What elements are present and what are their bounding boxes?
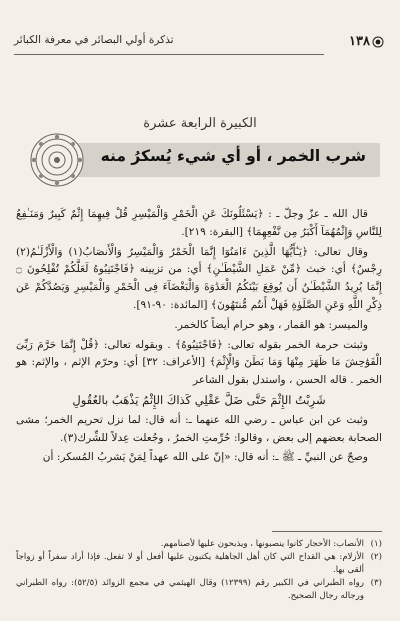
header-rule — [14, 54, 324, 55]
rosette-icon — [372, 36, 384, 48]
medallion-ornament-icon — [28, 131, 86, 189]
page-number: ١٣٨ — [349, 34, 370, 49]
paragraph-4: وثبتت حرمة الخمر بقوله تعالى: ﴿فَاجْتَنِبُوهُ﴾ . وبقوله تعالى: ﴿قُلْ إِنَّمَا حَرَّمَ رَبِّىَ الْفَوَٰحِشَ مَا ظَهَرَ مِنْهَا وَمَا بَطَنَ وَالْإِثْمَ﴾ [الأعراف: ٣٢] أي: وحرّم الإثم ، والإثم: هو الخمر . قاله الحسن ، واستدل بقول الشاعر — [16, 338, 383, 387]
footnote — [16, 551, 382, 577]
paragraph-1: قال الله ـ عزّ وجلّ ـ : ﴿يَسْئَلُونَكَ عَنِ الْخَمْرِ وَالْمَيْسِرِ قُلْ فِيهِمَا إِثْمٌ كَبِيرٌ وَمَنَـٰفِعُ لِلنَّاسِ وَإِثْمُهُمَآ أَكْبَرُ مِن نَّفْعِهِمَا﴾ [البقرة: ٢١٩]. — [16, 208, 382, 238]
footnote-text: الأزلام: هي القداح التي كان أهل الجاهلية يكتبون عليها أفعل أو لا تفعل. فإذا أراد سفراً أو زواجاً ألقى بها. — [16, 552, 364, 575]
footnote-rule — [272, 531, 382, 532]
footnote — [16, 577, 382, 603]
footnote-text: الأنصاب: الأحجار كانوا ينصبونها ، ويذبحون عليها لأصنامهم. — [160, 539, 364, 549]
poetry-verse: شَرِبْتُ الإِثْمَ حَتَّى ضَلَّ عَقْلِي كَذاكَ الإِثْمُ يَذْهَبُ بالعُقُولِ — [72, 392, 326, 407]
paragraph-6: وصحّ عن النبيِّ ـ ﷺ ـ: أنه قال: «إنّ على الله عهداً لِمَنْ يَشربُ المُسكر: أن — [42, 451, 368, 464]
footnotes — [16, 538, 382, 603]
title-banner — [58, 143, 380, 177]
paragraph-2: وقال تعالى: ﴿يَـٰٓأَيُّهَا الَّذِينَ ءَامَنُوٓا إِنَّمَا الْخَمْرُ وَالْمَيْسِرُ وَالْأَنصَابُ(١) وَالْأَزْلَـٰمُ(٢) رِجْسٌ﴾ أي: خبث ﴿مِّنْ عَمَلِ الشَّيْطَـٰنِ﴾ أي: من تزيينه ﴿فَاجْتَنِبُوهُ لَعَلَّكُمْ تُفْلِحُونَ ۝ إِنَّمَا يُرِيدُ الشَّيْطَـٰنُ أَن يُوقِعَ بَيْنَكُمُ الْعَدَٰوَةَ وَالْبَغْضَآءَ فِى الْخَمْرِ وَالْمَيْسِرِ وَيَصُدَّكُمْ عَن ذِكْرِ اللَّهِ وَعَنِ الصَّلَوٰةِ فَهَلْ أَنتُم مُّنتَهُونَ﴾ [المائدة: ٩٠-٩١]. — [16, 245, 382, 311]
footnote-number: (١) — [370, 539, 382, 549]
footnote-text: رواه الطبراني في الكبير رقم (١٢٣٩٩) وقال الهيثمي في مجمع الزوائد (٥٢/٥): رواه الطبراني ورجاله رجال الصحيح. — [16, 578, 364, 601]
book-title: تذكرة أولي البصائر في معرفة الكبائر — [14, 34, 174, 46]
chapter-label: الكبيرة الرابعة عشرة — [143, 116, 257, 131]
footnote-number: (٣) — [370, 578, 382, 588]
footnote — [16, 538, 382, 551]
chapter-title: شرب الخمر ، أو أي شيء يُسكرُ منه — [100, 147, 366, 165]
running-header — [14, 26, 386, 56]
footnote-number: (٢) — [370, 552, 382, 562]
paragraph-5: وثبت عن ابن عباس ـ رضي الله عنهما ـ: أنه قال: لما نزل تحريم الخمر؛ مشى الصحابة بعضهم إلى بعض ، وقالوا: حُرِّمتِ الخمرُ ، وجُعلت عِدلاً للشِّرك(٣). — [16, 413, 382, 444]
body-text — [16, 206, 382, 469]
paragraph-3: والميسر: هو القمار ، وهو حرام أيضاً كالخمر. — [174, 318, 368, 331]
page-number-block — [326, 28, 386, 56]
